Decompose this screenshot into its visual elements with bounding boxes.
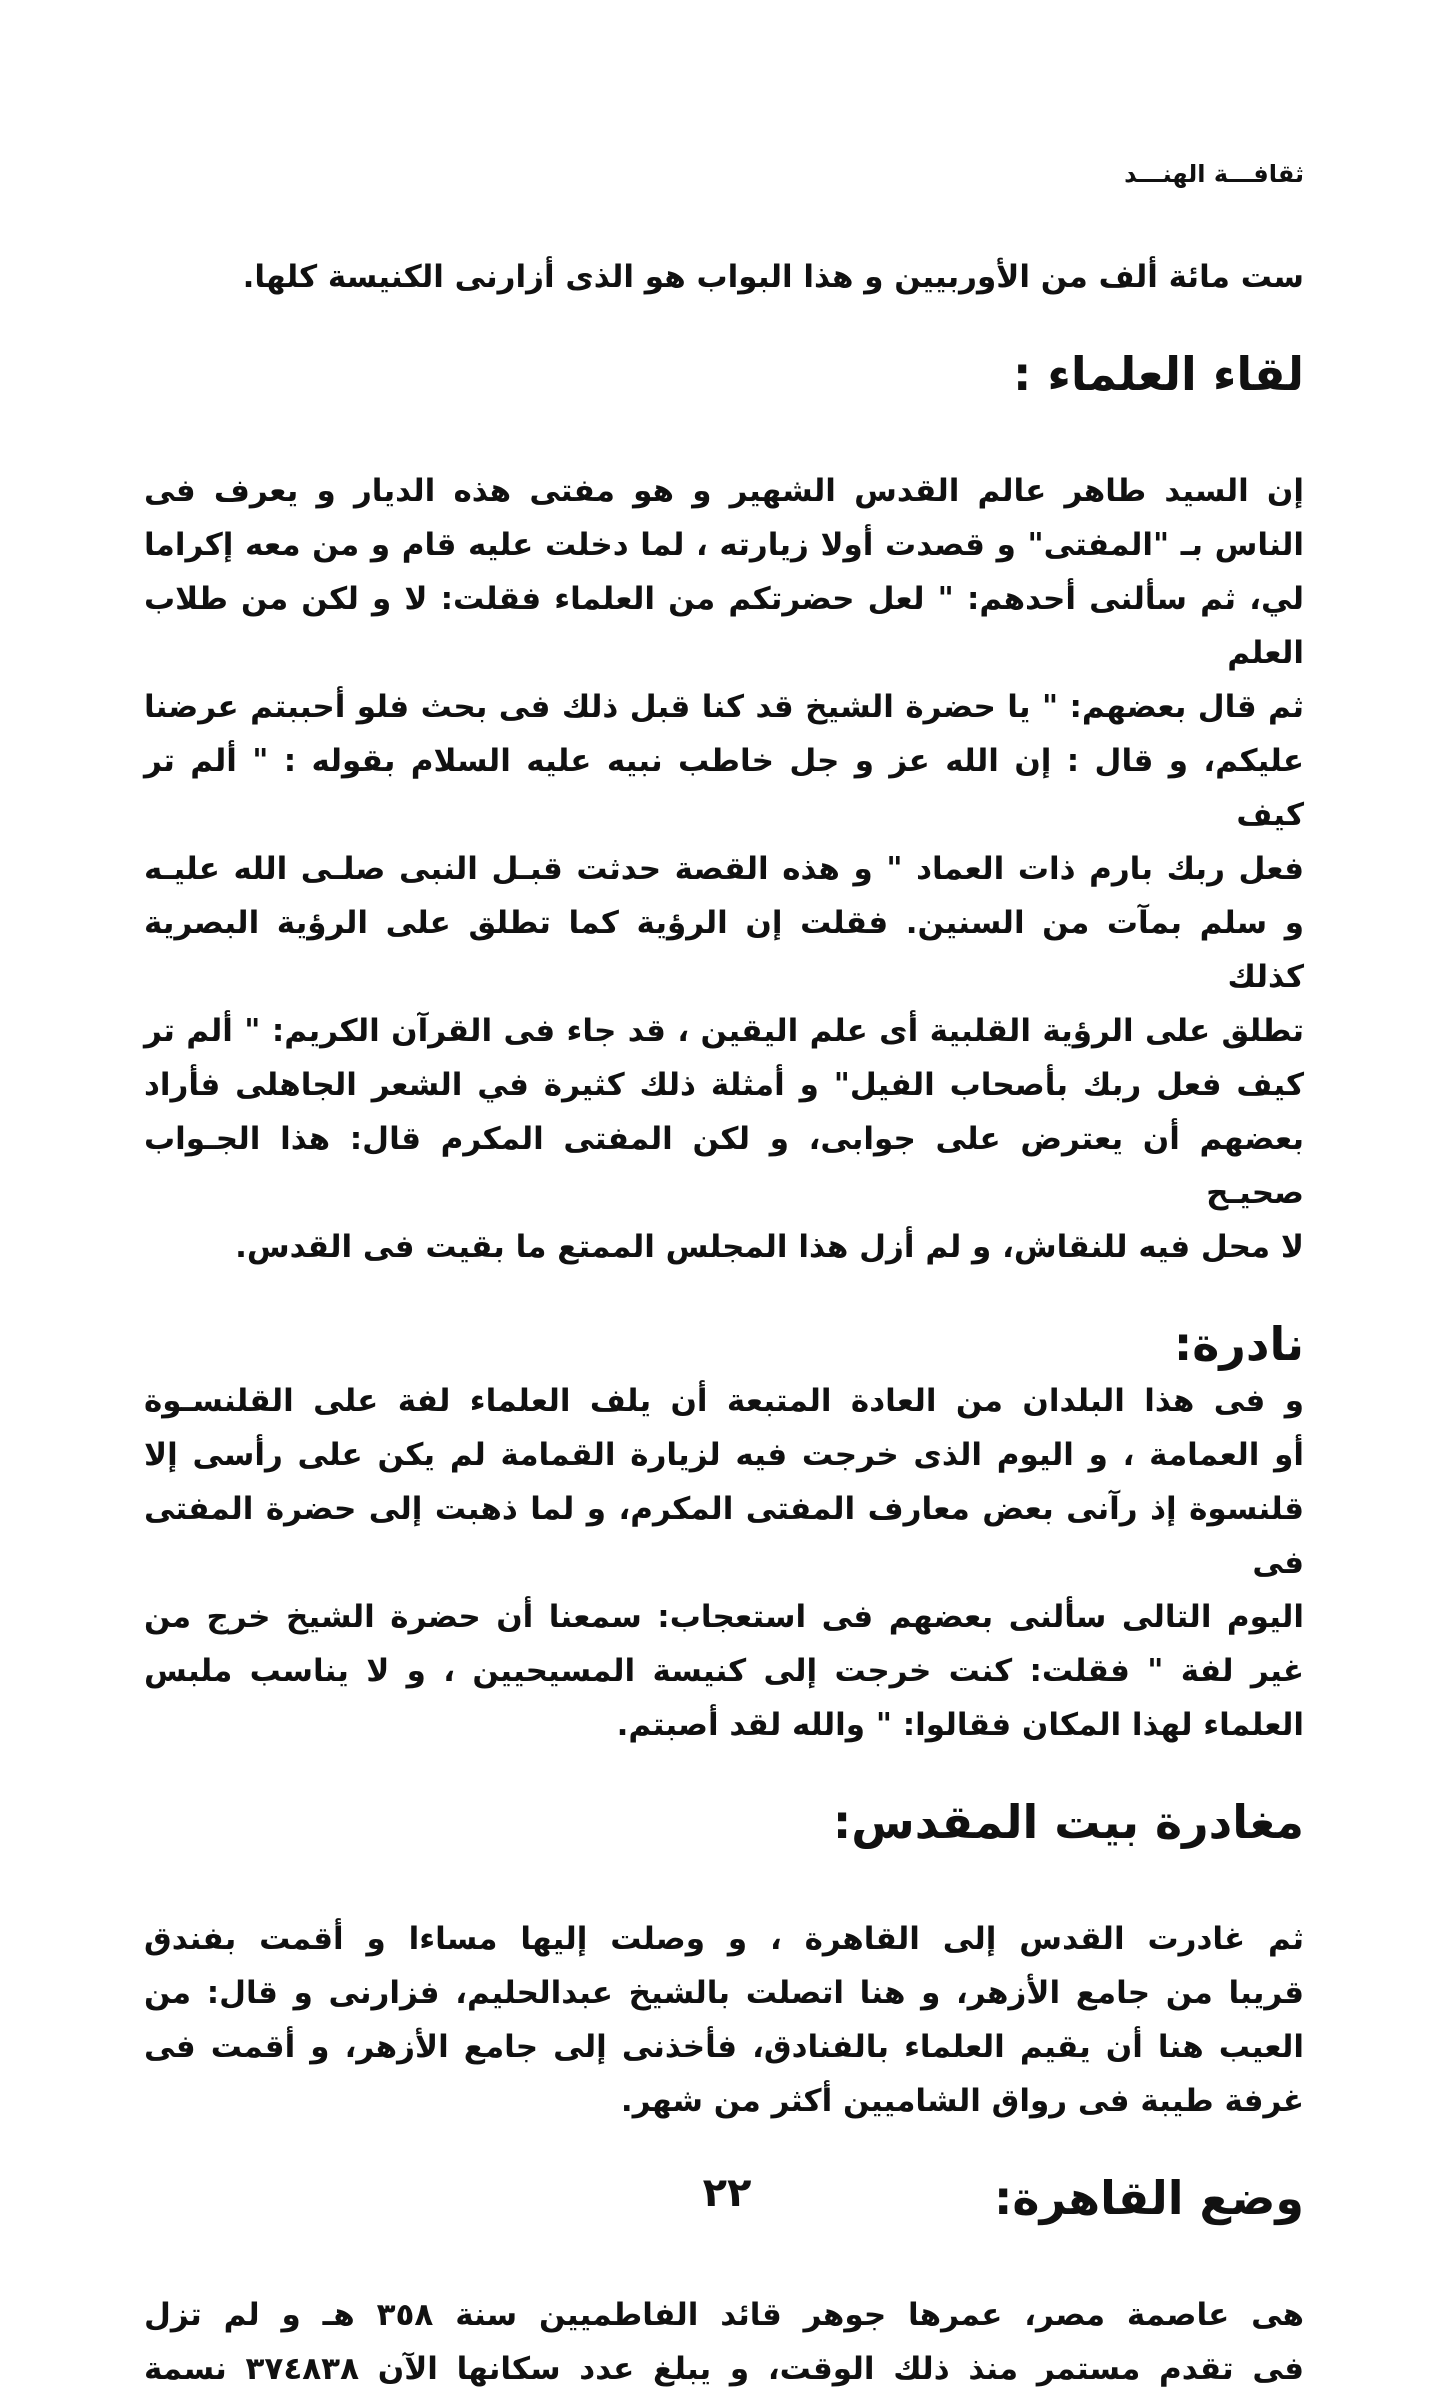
page-number: ٢٢ — [702, 2170, 752, 2216]
paragraph-line: و فى هذا البلدان من العادة المتبعة أن يلف العلماء لفة على القلنسـوة — [144, 1383, 1304, 1419]
section-body-leaving-jerusalem — [144, 1912, 1304, 2128]
paragraph-line: عليكم، و قال : إن الله عز و جل خاطب نبيه عليه السلام بقوله : " ألم تر كيف — [144, 743, 1304, 833]
paragraph-line: الناس بـ "المفتى" و قصدت أولا زيارته ، لما دخلت عليه قام و من معه إكراما — [144, 527, 1304, 563]
paragraph-line: أو العمامة ، و اليوم الذى خرجت فيه لزيارة القمامة لم يكن على رأسى إلا — [144, 1437, 1304, 1473]
section-body-scholars — [144, 464, 1304, 1274]
paragraph-line: غرفة طيبة فى رواق الشاميين أكثر من شهر. — [620, 2083, 1304, 2119]
paragraph-line: اليوم التالى سألنى بعضهم فى استعجاب: سمعنا أن حضرة الشيخ خرج من — [144, 1599, 1304, 1635]
paragraph-line: قريبا من جامع الأزهر، و هنا اتصلت بالشيخ عبدالحليم، فزارنى و قال: من — [144, 1975, 1304, 2011]
paragraph-line: بعضهم أن يعترض على جوابى، و لكن المفتى المكرم قال: هذا الجـواب صحيـح — [144, 1121, 1304, 1211]
section-body-cairo — [144, 2288, 1304, 2396]
paragraph-line: ثم قال بعضهم: " يا حضرة الشيخ قد كنا قبل ذلك فى بحث فلو أحببتم عرضنا — [144, 689, 1304, 725]
running-header: ثقافـــة الهنـــد — [1124, 160, 1304, 188]
paragraph-line: ست مائة ألف من الأوربيين و هذا البواب هو الذى أزارنى الكنيسة كلها. — [242, 259, 1304, 295]
intro-paragraph — [144, 250, 1304, 304]
paragraph-line: غير لفة " فقلت: كنت خرجت إلى كنيسة المسيحيين ، و لا يناسب ملبس — [144, 1653, 1304, 1689]
paragraph-line: العلماء لهذا المكان فقالوا: " والله لقد أصبتم. — [616, 1707, 1304, 1743]
paragraph-line: العيب هنا أن يقيم العلماء بالفنادق، فأخذنى إلى جامع الأزهر، و أقمت فى — [144, 2029, 1304, 2065]
section-heading-cairo: وضع القاهرة: — [994, 2171, 1304, 2225]
section-body-anecdote — [144, 1374, 1304, 1752]
paragraph-line: فى تقدم مستمر منذ ذلك الوقت، و يبلغ عدد سكانها الآن ٣٧٤٨٣٨ نسمة — [144, 2351, 1304, 2387]
paragraph-line: إن السيد طاهر عالم القدس الشهير و هو مفتى هذه الديار و يعرف فى — [144, 473, 1304, 509]
paragraph-line: قلنسوة إذ رآنى بعض معارف المفتى المكرم، و لما ذهبت إلى حضرة المفتى فى — [144, 1491, 1304, 1581]
paragraph-line: ثم غادرت القدس إلى القاهرة ، و وصلت إليها مساءا و أقمت بفندق — [144, 1921, 1304, 1957]
page-content — [144, 250, 1304, 2396]
paragraph-line: و سلم بمآت من السنين. فقلت إن الرؤية كما تطلق على الرؤية البصرية كذلك — [144, 905, 1304, 995]
section-heading-scholars: لقاء العلماء : — [1012, 347, 1304, 401]
section-heading-anecdote: نادرة: — [1173, 1317, 1304, 1371]
paragraph-line: تطلق على الرؤية القلبية أى علم اليقين ، قد جاء فى القرآن الكريم: " ألم تر — [144, 1013, 1304, 1049]
section-heading-leaving-jerusalem: مغادرة بيت المقدس: — [832, 1795, 1304, 1849]
paragraph-line: لا محل فيه للنقاش، و لم أزل هذا المجلس الممتع ما بقيت فى القدس. — [235, 1229, 1304, 1265]
paragraph-line: كيف فعل ربك بأصحاب الفيل" و أمثلة ذلك كثيرة في الشعر الجاهلى فأراد — [144, 1067, 1304, 1103]
paragraph-line: لي، ثم سألنى أحدهم: " لعل حضرتكم من العلماء فقلت: لا و لكن من طلاب العلم — [144, 581, 1304, 671]
paragraph-line: هى عاصمة مصر، عمرها جوهر قائد الفاطميين سنة ٣٥٨ هـ و لم تزل — [144, 2297, 1304, 2333]
paragraph-line: فعل ربك بارم ذات العماد " و هذه القصة حدثت قبـل النبى صلـى الله عليـه — [144, 851, 1304, 887]
